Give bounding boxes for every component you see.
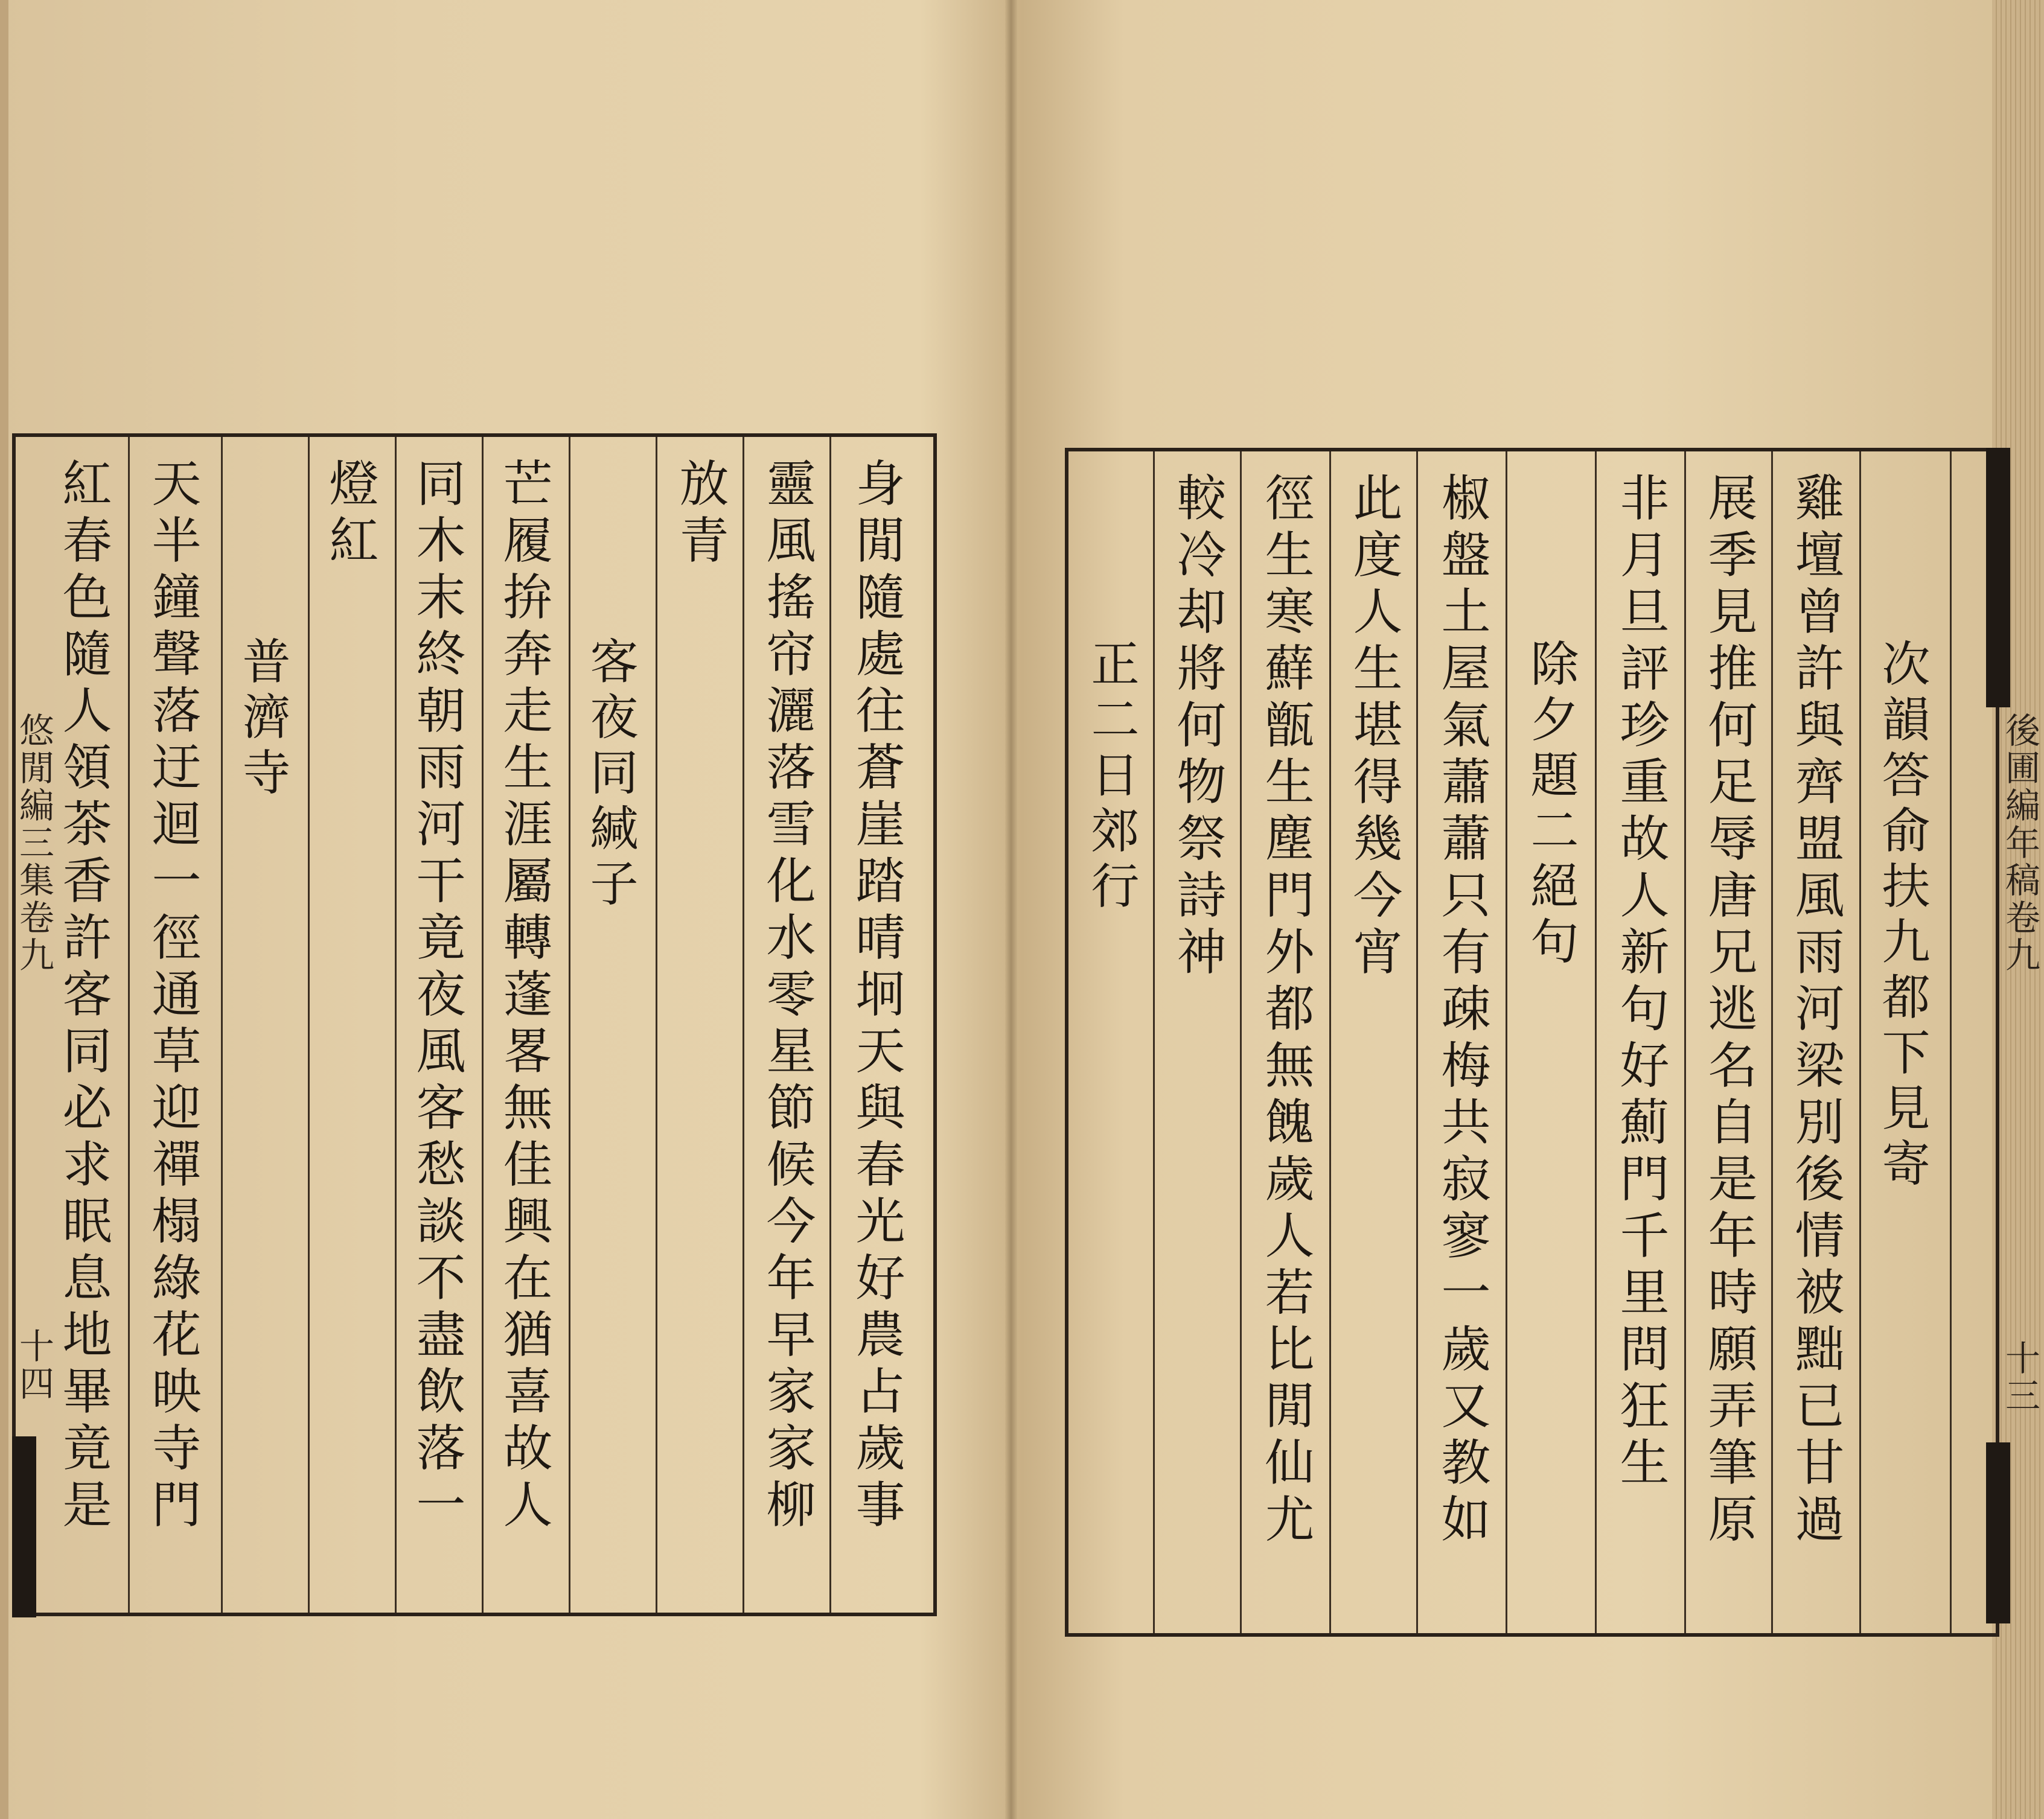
- text-column: 非月旦評珍重故人新句好薊門千里問狂生: [1612, 472, 1669, 1493]
- text-column: 紅春色隨人領茶香許客同必求眠息地畢竟是: [54, 457, 112, 1535]
- column-rule: [1684, 451, 1686, 1633]
- column-rule: [395, 437, 397, 1613]
- fishtail-block-top: [1986, 448, 2010, 707]
- text-column: 身閒隨處往蒼崖踏晴坰天與春光好農占歲事: [848, 457, 905, 1535]
- text-column: 天半鐘聲落迂迴一徑通草迎禪榻綠花映寺門: [144, 457, 201, 1535]
- margin-book-title: 後圃編年稿卷九: [1999, 712, 2040, 974]
- text-column: 展季見推何足辱唐兄逃名自是年時願弄筆原: [1700, 472, 1757, 1550]
- margin-book-title-left: 悠閒編三集卷九: [13, 712, 54, 974]
- column-rule: [221, 437, 223, 1613]
- column-rule: [128, 437, 130, 1613]
- text-column: 雞壇曾許與齊盟風雨河梁別後情被黜已甘過: [1787, 472, 1844, 1550]
- text-column: 靈風搖帘灑落雪化水零星節候今年早家家柳: [758, 457, 816, 1535]
- column-rule: [482, 437, 484, 1613]
- column-rule: [1950, 451, 1952, 1633]
- margin-page-number: 十三: [1999, 1340, 2040, 1415]
- column-rule: [1506, 451, 1507, 1633]
- column-rule: [829, 437, 831, 1613]
- text-column: 較冷却將何物祭詩神: [1169, 472, 1226, 983]
- fishtail-block: [12, 1436, 36, 1617]
- text-column: 同木末終朝雨河干竟夜風客愁談不盡飲落一: [408, 457, 465, 1535]
- column-rule: [1416, 451, 1418, 1633]
- poem-title: 正二日郊行: [1083, 639, 1139, 916]
- column-rule: [1771, 451, 1773, 1633]
- right-page-text-frame: [1065, 448, 1999, 1637]
- text-column: 燈紅: [321, 457, 378, 571]
- column-rule: [1595, 451, 1597, 1633]
- text-column: 此度人生堪得幾今宵: [1345, 472, 1402, 983]
- column-rule: [656, 437, 657, 1613]
- text-column: 放青: [671, 457, 729, 571]
- left-book-edge: [0, 0, 8, 1819]
- poem-title: 普濟寺: [234, 636, 290, 803]
- margin-page-number-left: 十四: [13, 1328, 54, 1403]
- column-rule: [1153, 451, 1155, 1633]
- column-rule: [1240, 451, 1242, 1633]
- column-rule: [308, 437, 310, 1613]
- poem-title: 客夜同緘子: [582, 636, 638, 914]
- book-spine: [1005, 0, 1017, 1819]
- text-column: 徑生寒蘚甑生塵門外都無餽歲人若比閒仙尤: [1257, 472, 1314, 1550]
- left-page-text-frame: [12, 433, 937, 1616]
- text-column: 椒盤土屋氣蕭蕭只有疎梅共寂寥一歲又教如: [1433, 472, 1490, 1550]
- column-rule: [743, 437, 744, 1613]
- fishtail-block-bottom: [1986, 1442, 2010, 1623]
- poem-title: 除夕題二絕句: [1522, 639, 1579, 972]
- column-rule: [569, 437, 570, 1613]
- column-rule: [1329, 451, 1331, 1633]
- poem-title: 次韻答俞扶九都下見寄: [1874, 639, 1930, 1194]
- column-rule: [1859, 451, 1861, 1633]
- text-column: 芒履拚奔走生涯屬轉蓬畧無佳興在猶喜故人: [495, 457, 552, 1535]
